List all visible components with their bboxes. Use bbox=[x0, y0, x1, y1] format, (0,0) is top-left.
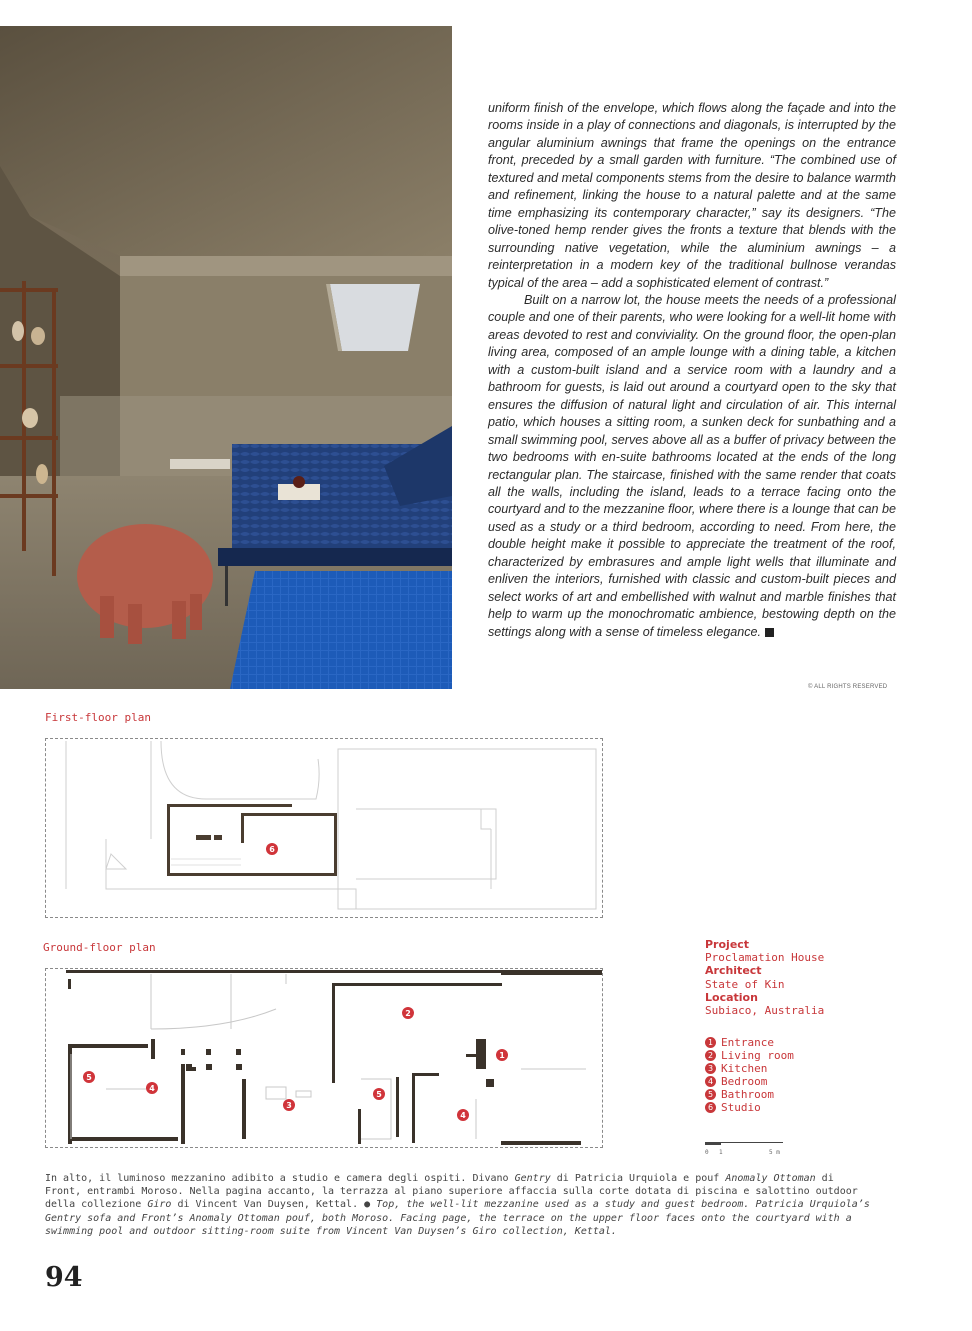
article-paragraph-1: uniform finish of the envelope, which flows along the façade and into the rooms inside in a play of connections and diagonals, is interrupted by the angular aluminium awnings that frame the openings on the entrance front, preceded by a small garden with furniture. “The combined use of textured and metal components stems from the desire to balance warmth and refinement, linking the house to a natural palette and at the same time emphasizing its contemporary character,” say its designers. “The olive-toned hemp render gives the fronts a texture that blends with the surrounding native vegetation, while the aluminium awnings – a reinterpretation in a modern key of the traditional bullnose verandas typical of the area – add a sophisticated element of contrast.” bbox=[488, 101, 896, 290]
scale-bar bbox=[705, 1142, 785, 1156]
project-label: Project bbox=[705, 938, 750, 951]
scale-five: 5 m bbox=[769, 1149, 780, 1156]
legend-number-marker: 3 bbox=[705, 1063, 716, 1074]
article-paragraph-2-text: Built on a narrow lot, the house meets the needs of a professional couple and one of their parents, who were looking for a well-lit home with areas devoted to rest and conviviality. On the ground floor, the open-plan living area, composed of an ample lounge with a dining table, a kitchen with a custom-built island and a service room with a laundry and a bathroom for guests, is laid out around a courtyard open to the sky that ensures the diffusion of natural light and circulation of air. This internal patio, which houses a sitting room, a sunken deck for sunbathing and a small swimming pool, serves above all as a buffer of privacy between the two bedrooms with en-suite bathrooms located at the ends of the long rectangular plan. The staircase, finished with the same render that coats all the walls, including the island, leads to a terrace facing onto the courtyard and to the mezzanine floor, where there is a lounge that can be used as a study or a third bedroom, according to need. From here, the double height make it possible to appreciate the treatment of the roof, characterized by embrasures and ample light wells that illuminate and enliven the interiors, furnished with classic and custom-built pieces and select works of art and embellished with walnut and marble finishes that help to warm up the monochromatic ambience, bestowing depth on the settings along with a sense of timeless elegance. bbox=[488, 292, 896, 639]
ground-floor-plan bbox=[45, 968, 603, 1148]
legend-label: Living room bbox=[721, 1049, 794, 1062]
caption-italian-text: di Vincent Van Duysen, Kettal. ● bbox=[171, 1199, 377, 1211]
legend-label: Bathroom bbox=[721, 1088, 774, 1101]
location-value: Subiaco, Australia bbox=[705, 1004, 825, 1018]
caption-collection-name: Giro bbox=[147, 1199, 172, 1211]
scale-one: 1 bbox=[719, 1149, 723, 1156]
legend-label: Entrance bbox=[721, 1036, 774, 1049]
caption-english-text: Top, the well-lit mezzanine used as a study and guest bedroom. Patricia Urquiola’s Gentry sofa and Front’s Anomaly Ottoman pouf, both Moroso. Facing page, the terrace on the upper floor faces onto the courtyard with a swimming pool and outdoor sitting-room suite from Vincent Van Duysen’s Giro collection, Kettal. bbox=[45, 1199, 870, 1237]
svg-text:5: 5 bbox=[376, 1090, 382, 1099]
svg-text:1: 1 bbox=[499, 1051, 505, 1060]
legend-number-marker: 4 bbox=[705, 1076, 716, 1087]
legend-item bbox=[705, 1075, 794, 1088]
scale-zero: 0 bbox=[705, 1149, 709, 1156]
legend-label: Studio bbox=[721, 1101, 761, 1114]
location-label: Location bbox=[705, 990, 758, 1004]
page-number: 94 bbox=[45, 1262, 83, 1293]
caption-sofa-name: Gentry bbox=[514, 1173, 551, 1184]
legend-item bbox=[705, 1062, 794, 1075]
article-paragraph-2 bbox=[488, 292, 896, 641]
caption-italian-text: di Front, entrambi Moroso. Nella pagina accanto, la terrazza al piano superiore affaccia sulla corte dotata di piscina e salottino outdoor della collezione bbox=[45, 1173, 858, 1211]
svg-text:4: 4 bbox=[460, 1111, 466, 1120]
caption-italian-text: In alto, il luminoso mezzanino adibito a studio e camera degli ospiti. Divano bbox=[45, 1173, 515, 1184]
svg-text:6: 6 bbox=[269, 845, 275, 854]
caption-italian-text: di Patricia Urquiola e pouf bbox=[550, 1173, 726, 1184]
article-body bbox=[488, 100, 896, 641]
first-floor-plan bbox=[45, 738, 603, 918]
legend-item bbox=[705, 1101, 794, 1114]
legend-number-marker: 5 bbox=[705, 1089, 716, 1100]
architect-value: State of Kin bbox=[705, 977, 785, 991]
caption-pouf-name: Anomaly Ottoman bbox=[725, 1173, 816, 1184]
legend-item bbox=[705, 1036, 794, 1049]
mezzanine-photo bbox=[0, 26, 452, 689]
legend-number-marker: 1 bbox=[705, 1037, 716, 1048]
architect-label: Architect bbox=[705, 964, 762, 978]
legend-number-marker: 6 bbox=[705, 1102, 716, 1113]
first-floor-plan-label: First-floor plan bbox=[45, 711, 151, 724]
svg-text:2: 2 bbox=[405, 1009, 411, 1018]
plan-legend bbox=[705, 1036, 794, 1114]
legend-label: Bedroom bbox=[721, 1075, 768, 1088]
rights-reserved: © ALL RIGHTS RESERVED bbox=[808, 684, 888, 690]
project-info bbox=[705, 938, 824, 1017]
svg-text:4: 4 bbox=[149, 1084, 155, 1093]
legend-item bbox=[705, 1088, 794, 1101]
svg-text:3: 3 bbox=[286, 1101, 292, 1110]
legend-label: Kitchen bbox=[721, 1062, 768, 1075]
svg-text:5: 5 bbox=[86, 1073, 92, 1082]
photo-caption bbox=[45, 1172, 875, 1238]
legend-item bbox=[705, 1049, 794, 1062]
ground-floor-plan-label: Ground-floor plan bbox=[43, 941, 156, 954]
legend-number-marker: 2 bbox=[705, 1050, 716, 1061]
end-mark-icon bbox=[765, 628, 774, 637]
project-value: Proclamation House bbox=[705, 951, 825, 965]
